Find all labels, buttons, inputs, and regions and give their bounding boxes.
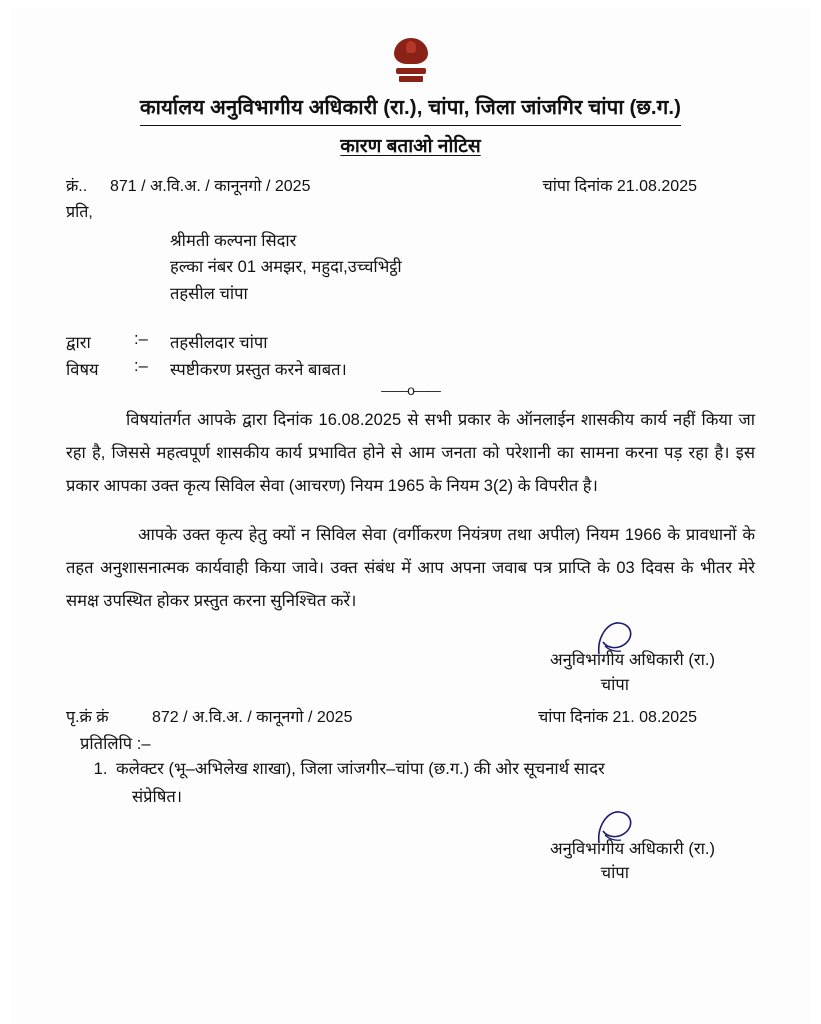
endorsement-place-date: चांपा दिनांक 21. 08.2025 <box>538 709 697 727</box>
document-sheet <box>10 8 811 1024</box>
addressee-line-3: तहसील चांपा <box>170 285 248 304</box>
section-divider: ——o—— <box>381 381 440 398</box>
reference-number: 871 / अ.वि.अ. / कानूनगो / 2025 <box>110 177 311 195</box>
through-label: द्वारा <box>66 333 91 352</box>
body-paragraph-2: आपके उक्त कृत्य हेतु क्यों न सिविल सेवा (वर्गीकरण नियंत्रण तथा अपील) नियम 1966 के प्रावधानों के तहत अनुशासनात्मक कार्यवाही किया जावे। उक्त संबंध में आप अपना जवाब पत्र प्राप्ति के 03 दिवस के भीतर मेरे समक्ष उपस्थित होकर प्रस्तुत करना सुनिश्चित करें। <box>66 525 755 610</box>
subject-value: स्पष्टीकरण प्रस्तुत करने बाबत। <box>170 360 347 379</box>
subject-row <box>66 357 755 380</box>
endorsement-number: 872 / अ.वि.अ. / कानूनगो / 2025 <box>152 709 353 727</box>
endorsement-reference-row <box>66 705 755 727</box>
copy-to-item-continuation: संप्रेषित। <box>132 787 183 806</box>
signature-designation-1: अनुविभागीय अधिकारी (रा.) <box>550 650 715 669</box>
emblem-container <box>66 38 755 87</box>
subject-label: विषय <box>66 360 99 379</box>
copy-to-list <box>66 756 755 783</box>
signature-designation-2: अनुविभागीय अधिकारी (रा.) <box>550 839 715 858</box>
office-title-row <box>66 93 755 126</box>
list-item: 1. कलेक्टर (भू–अभिलेख शाखा), जिला जांजगीर–चांपा (छ.ग.) की ओर सूचनार्थ सादर <box>112 756 755 783</box>
national-emblem-icon <box>391 38 431 82</box>
reference-label: क्रं.. <box>66 177 88 195</box>
through-colon: :– <box>134 329 148 348</box>
addressee-block <box>170 228 755 308</box>
body-paragraph-1: विषयांतर्गत आपके द्वारा दिनांक 16.08.2025 से सभी प्रकार के ऑनलाईन शासकीय कार्य नहीं किया जा रहा है, जिससे महत्वपूर्ण शासकीय कार्य प्रभावित होने से आम जनता को परेशानी का सामना करना पड़ रहा है। इस प्रकार आपका उक्त कृत्य सिविल सेवा (आचरण) नियम 1965 के नियम 3(2) के विपरीत है। <box>66 410 755 495</box>
to-label: प्रति, <box>66 203 93 221</box>
endorsement-label: पृ.क्रं क्रं <box>66 709 109 727</box>
through-value: तहसीलदार चांपा <box>170 333 268 352</box>
reference-row <box>66 174 755 196</box>
reference-place-date: चांपा दिनांक 21.08.2025 <box>542 177 697 195</box>
signature-place-2: चांपा <box>600 864 629 883</box>
notice-title: कारण बताओ नोटिस <box>340 135 481 157</box>
subject-colon: :– <box>134 356 148 375</box>
office-title: कार्यालय अनुविभागीय अधिकारी (रा.), चांपा, जिला जांजगिर चांपा (छ.ग.) <box>140 93 681 126</box>
signature-block-2 <box>66 837 755 887</box>
addressee-line-2: हल्का नंबर 01 अमझर, महुदा,उच्चभिट्ठी <box>170 258 402 277</box>
addressee-line-1: श्रीमती कल्पना सिदार <box>170 231 297 250</box>
through-row <box>66 330 755 353</box>
copy-to-label: प्रतिलिपि :– <box>80 735 151 754</box>
signature-block-1 <box>66 648 755 698</box>
signature-place-1: चांपा <box>600 675 629 694</box>
